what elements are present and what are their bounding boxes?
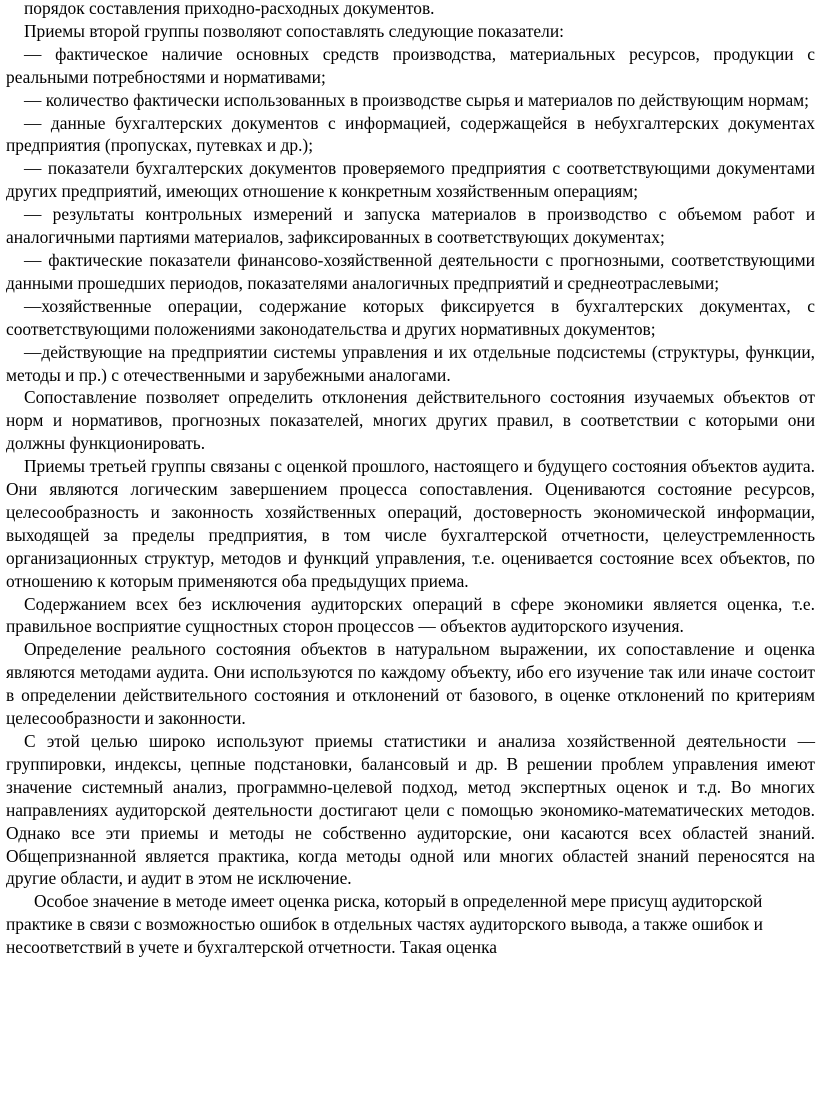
list-item-financial-indicators: — фактические показатели финансово-хозяйственной деятельности с прогнозными, соответствующими данными прошедших периодов, показателями аналогичных предприятий и среднеотраслевыми; [6,249,815,293]
paragraph-methods-definition: Определение реального состояния объектов в натуральном выражении, их сопоставление и оценка являются методами аудита. Они используются по каждому объекту, ибо его изучение так или иначе состоит в определении действительного состояния и отклонений от базового, в оценке отклонений по критериям целесообразности и законности. [6,639,815,729]
paragraph-continuation: порядок составления приходно-расходных документов. [24,0,435,18]
paragraph-statistics: С этой целью широко используют приемы статистики и анализа хозяйственной деятельности — группировки, индексы, цепные подстановки, балансовый и др. В решении проблем управления имеют значение системный анализ, программно-целевой подход, метод экспертных оценок и т.д. Во многих направлениях аудиторской деятельности достигают цели с помощью экономико-математических методов. Однако все эти приемы и методы не собственно аудиторские, они касаются всех областей знаний. Общепризнанной является практика, когда методы одной или многих областей знаний переносятся на другие области, и аудит в этом не исключение. [6,731,815,889]
list-item-fixed-assets: — фактическое наличие основных средств производства, материальных ресурсов, продукции с реальными потребностями и нормативами; [6,43,815,87]
paragraph-risk-assessment: Особое значение в методе имеет оценка риска, который в определенной мере присущ аудиторской практике в связи с возможностью ошибок в отдельных частях аудиторского вывода, а также ошибок и несоответствий в учете и бухгалтерской отчетности. Такая оценка [6,891,763,958]
list-item-accounting-documents: — данные бухгалтерских документов с информацией, содержащейся в небухгалтерских документах предприятия (пропусках, путевках и др.); [6,112,815,156]
paragraph-third-group: Приемы третьей группы связаны с оценкой прошлого, настоящего и будущего состояния объектов аудита. Они являются логическим завершением процесса сопоставления. Оцениваются состояние ресурсов, целесообразность и законность хозяйственных операций, достоверность экономической информации, выходящей за пределы предприятия, в том числе бухгалтерской отчетности, целеустремленность организационных структур, методов и функций управления, т.е. оценивается состояние всех объектов, по отношению к которым применяются оба предыдущих приема. [6,456,815,591]
list-item-control-measurements: — результаты контрольных измерений и запуска материалов в производство с объемом работ и аналогичными партиями материалов, зафиксированных в соответствующих документах; [6,204,815,248]
paragraph-assessment: Содержанием всех без исключения аудиторских операций в сфере экономики является оценка, т.е. правильное восприятие сущностных сторон процессов — объектов аудиторского изучения. [6,593,815,637]
list-item-business-operations: —хозяйственные операции, содержание которых фиксируется в бухгалтерских документах, с соответствующими положениями законодательства и других нормативных документов; [6,295,815,339]
paragraph-comparison: Сопоставление позволяет определить отклонения действительного состояния изучаемых объектов от норм и нормативов, прогнозных показателей, многих других правил, в соответствии с которыми они должны функционировать. [6,387,815,454]
document-body [6,0,815,959]
list-item-management-systems: —действующие на предприятии системы управления и их отдельные подсистемы (структуры, функции, методы и пр.) с отечественными и зарубежными аналогами. [6,341,815,385]
list-item-other-enterprises: — показатели бухгалтерских документов проверяемого предприятия с соответствующими документами других предприятий, имеющих отношение к конкретным хозяйственным операциям; [6,158,815,202]
list-item-raw-materials: — количество фактически использованных в производстве сырья и материалов по действующим нормам; [24,89,809,110]
paragraph-second-group-intro: Приемы второй группы позволяют сопоставлять следующие показатели: [24,20,564,41]
